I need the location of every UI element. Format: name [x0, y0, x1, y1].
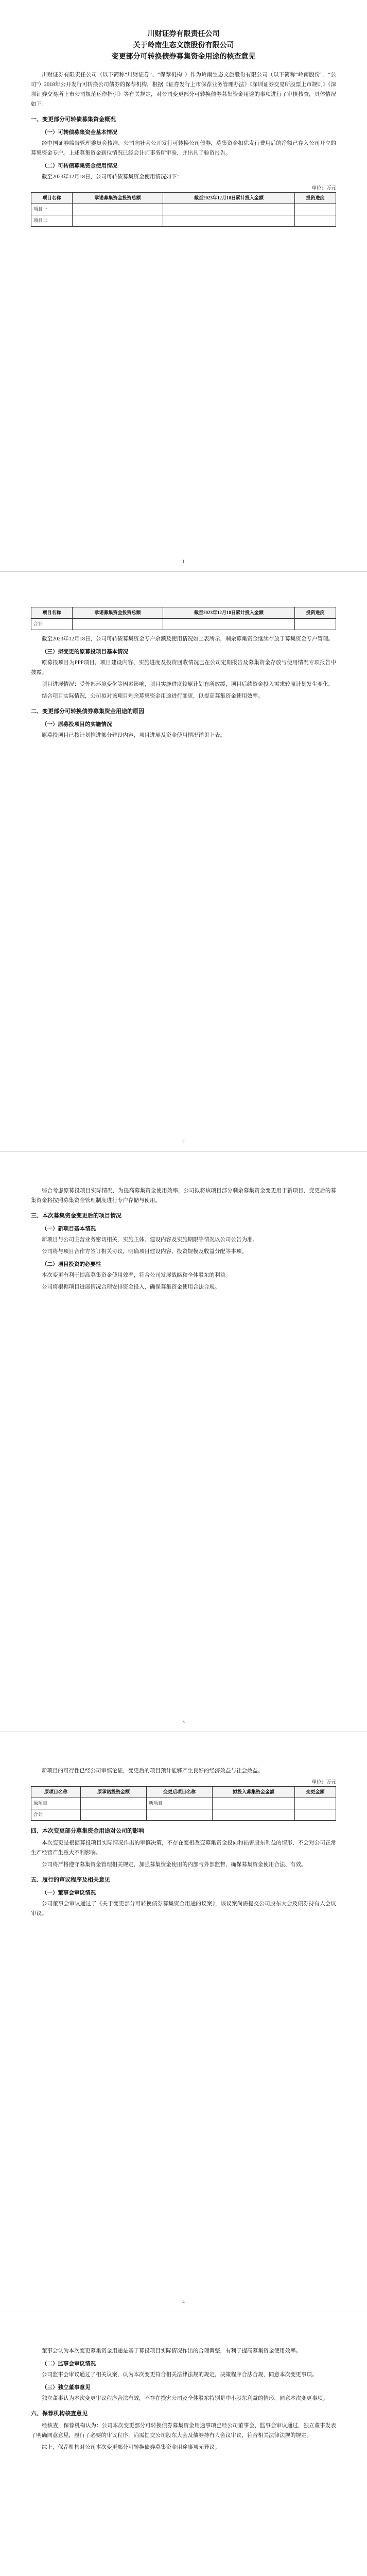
- table-cell: [81, 1809, 147, 1821]
- table-cell: [163, 619, 294, 630]
- firm-name: 川财证券有限责任公司: [147, 30, 220, 38]
- table-row: [31, 619, 336, 630]
- table-row: [31, 204, 336, 215]
- doc-title-line-2: 变更部分可转换债券募集资金用途的核查意见: [111, 53, 256, 61]
- table-header-cell: 截至2023年12月18日累计投入金额: [163, 193, 294, 204]
- table-header-cell: 变更后项目名称: [146, 1787, 212, 1798]
- unit-note: 单位：万元: [311, 1780, 336, 1785]
- table-cell: [212, 1809, 294, 1821]
- table-cell: [73, 204, 163, 215]
- paragraph: 公司将根据项目进展情况合理安排资金投入，确保募集资金使用合法合规。: [42, 1284, 220, 1290]
- table-cell: 合计: [31, 619, 73, 630]
- table-header-cell: 项目名称: [31, 193, 73, 204]
- table-header-cell: 投资进度: [294, 607, 336, 619]
- paragraph: 董事会认为本次变更募集资金用途是基于募投项目实际情况作出的合理调整，有利于提高募集资金使用效率。: [42, 2348, 301, 2354]
- subsection-heading-1-2: （二）可转债募集资金使用情况: [42, 163, 117, 169]
- table-cell: 项目二: [31, 215, 73, 227]
- intro-paragraph: 川财证券有限责任公司（以下简称“川财证券”、“保荐机构”）作为岭南生态文旅股份有限公司（以下简称“岭南股份”、“公司”）2018年公开发行可转换公司债券的保荐机构，根据《证券发行上市保荐业务管理办法》《深圳证券交易所股票上市规则》《深圳证券交易所上市公司规范运作指引》等有关规定，对公司变更部分可转换债券募集资金用途的事项进行了审慎核查，具体情况如下：: [31, 72, 336, 107]
- table-header-row: [31, 607, 336, 619]
- paragraph: 公司将严格遵守募集资金管理相关规定，加强募集资金使用的内部与外部监督，确保募集资金使用合法、有效。: [42, 1862, 307, 1868]
- subsection-heading-1-3: （三）拟变更的原募投项目基本情况: [42, 649, 128, 655]
- table-cell: [212, 1798, 294, 1809]
- table-header-cell: 原项目名称: [31, 1787, 81, 1798]
- paragraph: 新项目与公司主营业务密切相关，实施主体、建设内容及实施期限等情况以公司公告为准。: [42, 1237, 258, 1243]
- paragraph: 公司监事会审议通过了相关议案，认为本次变更符合相关法律法规的规定，决策程序合法合规，同意本次变更事项。: [42, 2372, 318, 2378]
- table-cell: 新项目: [146, 1798, 212, 1809]
- paragraph: 综上，保荐机构对公司本次变更部分可转换债券募集资金用途事项无异议。: [42, 2445, 220, 2450]
- table-cell: [294, 204, 336, 215]
- paragraph: 截至2023年12月18日，公司可转债募集资金使用情况如下：: [42, 174, 182, 180]
- table-cell: [81, 1798, 147, 1809]
- page-number: 2: [182, 1139, 185, 1144]
- document-page-5: [0, 2320, 367, 2576]
- doc-title-line-1: 关于岭南生态文旅股份有限公司: [133, 42, 234, 49]
- table-cell: [294, 215, 336, 227]
- table-header-row: [31, 193, 336, 204]
- paragraph: 结合项目实际情况，公司拟对该项目剩余募集资金用途进行变更，以提高募集资金使用效率。: [42, 693, 264, 699]
- table-row: [31, 215, 336, 227]
- table-header-cell: 投资进度: [294, 193, 336, 204]
- table-cell: 项目一: [31, 204, 73, 215]
- table-cell: [294, 1798, 336, 1809]
- table-cell: 原项目: [31, 1798, 81, 1809]
- fund-change-table: [31, 1786, 336, 1821]
- paragraph: 本次变更有利于提高募集资金使用效率，符合公司发展战略和全体股东的利益。: [42, 1273, 231, 1278]
- subsection-heading-3-1: （一）新项目基本情况: [42, 1226, 96, 1232]
- document-page-4: [0, 1740, 367, 2312]
- table-header-cell: 原承诺投资金额: [81, 1787, 147, 1798]
- subsection-heading-5-3: （三）独立董事意见: [42, 2385, 91, 2391]
- section-heading-2: 二、变更部分可转换债券募集资金用途的原因: [31, 708, 144, 715]
- paragraph: 公司董事会审议通过了《关于变更部分可转换债券募集资金用途的议案》，该议案尚需提交公司股东大会及债券持有人会议审议。: [31, 1901, 336, 1917]
- paragraph: 综合考虑原募投项目实际情况，为提高募集资金使用效率，公司拟将该项目部分剩余募集资金变更用于新项目，变更后的募集资金将按照募集资金管理制度进行专户存储与使用。: [31, 1188, 336, 1204]
- document-page-1: [0, 0, 367, 572]
- table-cell: [73, 619, 163, 630]
- subsection-heading-3-2: （二）项目投资的必要性: [42, 1262, 101, 1267]
- page-number: 1: [182, 559, 185, 564]
- table-row: [31, 1809, 336, 1821]
- document-page-2: [0, 580, 367, 1152]
- fund-usage-table: [31, 192, 336, 227]
- page-number: 3: [182, 1719, 185, 1724]
- table-header-cell: 项目名称: [31, 607, 73, 619]
- table-cell: [294, 619, 336, 630]
- table-header-cell: 截至2023年12月18日累计投入金额: [163, 607, 294, 619]
- subsection-heading-2-1: （一）原募投项目的实施情况: [42, 722, 112, 727]
- subsection-heading-1-1: （一）可转债募集资金基本情况: [42, 130, 117, 135]
- table-cell: [163, 204, 294, 215]
- table-header-cell: 承诺募集资金投资总额: [73, 193, 163, 204]
- unit-note: 单位：万元: [311, 186, 336, 191]
- paragraph: 原募投项目为PPP项目，项目建设内容、实施进度及投资回收情况已在公司定期报告及募集资金存放与使用情况专项报告中披露。: [31, 660, 336, 675]
- fund-usage-table-continued: [31, 607, 336, 630]
- table-cell: [163, 215, 294, 227]
- paragraph: 经中国证券监督管理委员会核准，公司向社会公开发行可转换公司债券，募集资金扣除发行费用后的净额已存入公司开立的募集资金专户。上述募集资金到位情况已经会计师事务所审验，并出具了验资报告。: [31, 141, 336, 156]
- section-heading-1: 一、变更部分可转债募集资金概况: [31, 116, 116, 123]
- section-heading-5: 五、履行的审议程序及相关意见: [31, 1877, 110, 1883]
- paragraph: 经核查，保荐机构认为：公司本次变更部分可转换债券募集资金用途事项已经公司董事会、监事会审议通过，独立董事发表了明确同意意见，履行了必要的审议程序，尚需提交公司股东大会及债券持有人会议审议，符合相关法律法规的规定。: [31, 2423, 336, 2438]
- document-page-3: [0, 1160, 367, 1732]
- page-number: 4: [182, 2299, 185, 2304]
- table-header-row: [31, 1787, 336, 1798]
- subsection-heading-5-2: （二）监事会审议情况: [42, 2361, 96, 2367]
- table-cell: 合计: [31, 1809, 81, 1821]
- table-cell: [73, 215, 163, 227]
- table-header-cell: 承诺募集资金投资总额: [73, 607, 163, 619]
- subsection-heading-5-1: （一）董事会审议情况: [42, 1890, 96, 1896]
- paragraph: 截至2023年12月18日，公司可转债募集资金专户余额及使用情况如上表所示，剩余募集资金继续存放于募集资金专户管理。: [42, 636, 334, 642]
- table-cell: [146, 1809, 212, 1821]
- table-header-cell: 变更金额: [294, 1787, 336, 1798]
- paragraph: 原募投项目已按计划推进部分建设内容，项目进展及资金使用情况详见上表。: [42, 733, 225, 738]
- section-heading-4: 四、本次变更部分募集资金用途对公司的影响: [31, 1828, 144, 1834]
- section-heading-6: 六、保荐机构核查意见: [31, 2411, 88, 2417]
- paragraph: 本次变更是根据募投项目实际情况作出的审慎决策，不存在变相改变募集资金投向和损害股东利益的情形，不会对公司正常生产经营产生重大不利影响。: [31, 1840, 336, 1856]
- table-header-cell: 拟投入募集资金金额: [212, 1787, 294, 1798]
- paragraph: 新项目的可行性已经公司审慎论证，变更后的项目预计能够产生良好的经济效益与社会效益。: [42, 1768, 264, 1774]
- table-row: [31, 1798, 336, 1809]
- table-cell: [294, 1809, 336, 1821]
- paragraph: 公司将与项目合作方签订相关协议，明确项目建设内容、投资规模及收益分配等事项。: [42, 1249, 247, 1255]
- paragraph: 独立董事认为本次变更审议程序合法有效，不存在损害公司及全体股东特别是中小股东利益的情形，同意本次变更事项。: [42, 2396, 328, 2401]
- paragraph: 项目进展情况：受外部环境变化等因素影响，项目实施进度较原计划有所放缓，项目后续资金投入需求较原计划发生变化。: [42, 682, 334, 687]
- section-heading-3: 三、本次募集资金变更后的项目情况: [31, 1213, 121, 1219]
